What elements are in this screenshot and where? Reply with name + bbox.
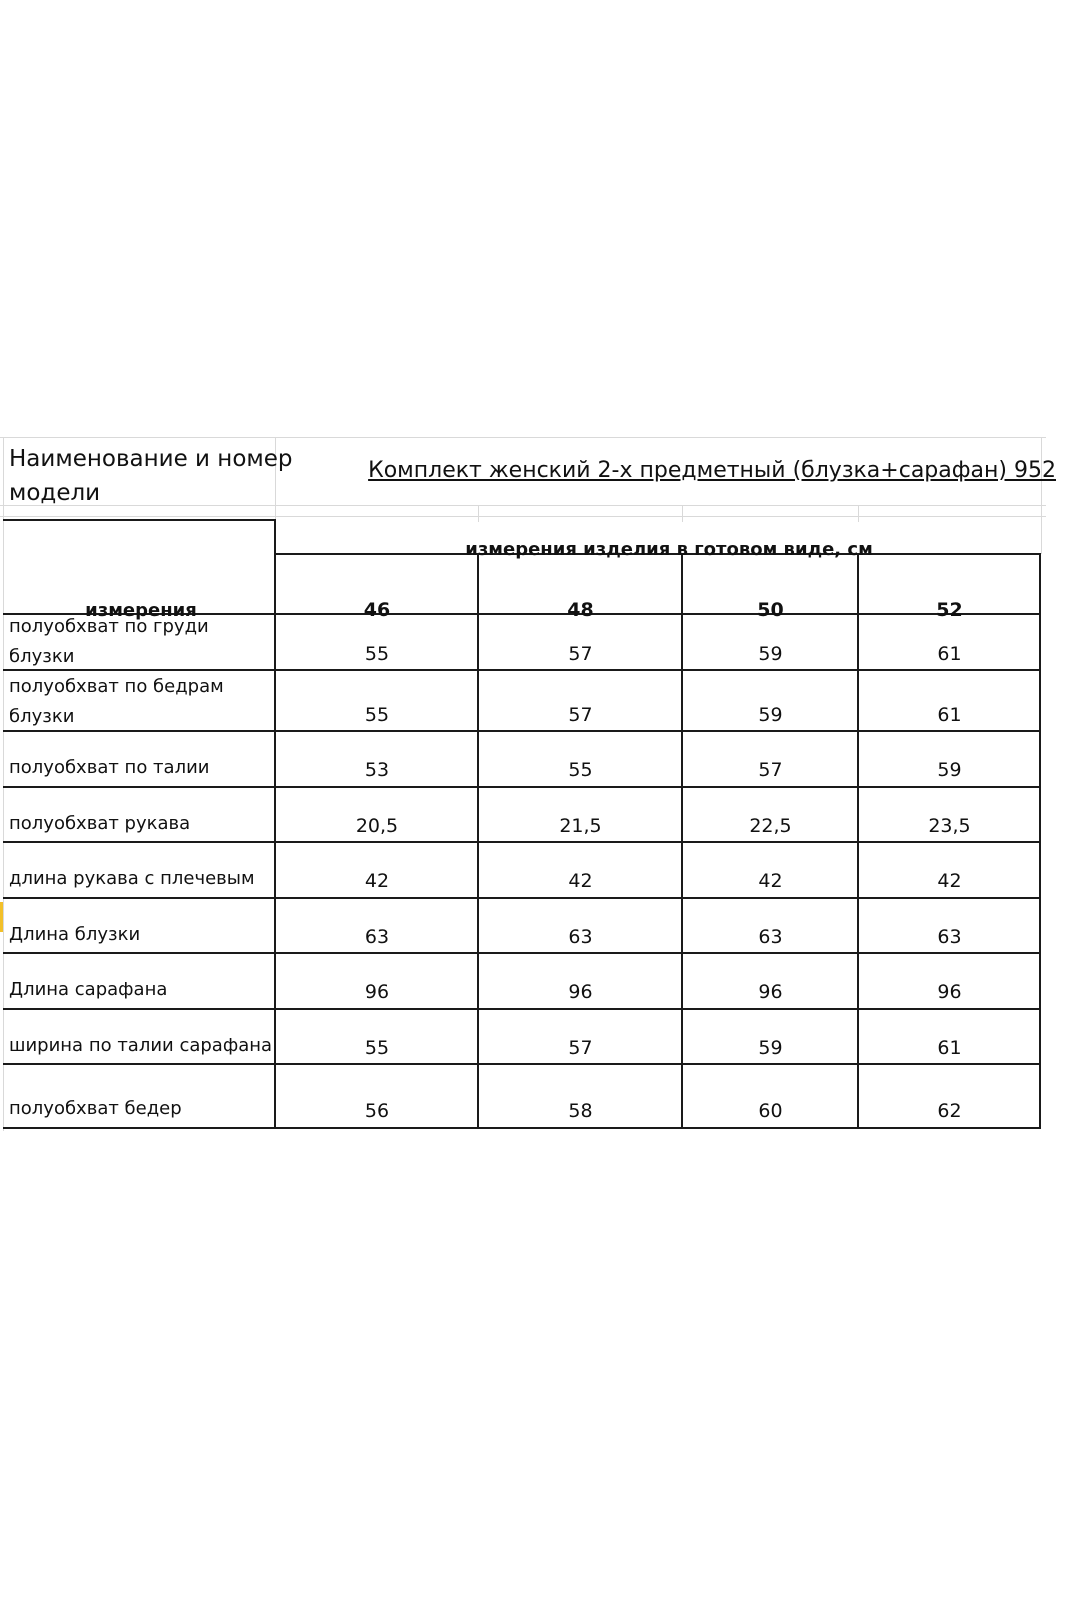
row-label-line2: полуобхват бедер — [9, 1098, 182, 1119]
row-label — [9, 975, 167, 1005]
table-cell: 62 — [937, 1100, 962, 1122]
table-cell: 57 — [568, 643, 593, 665]
table-border — [3, 897, 1041, 899]
row-label — [9, 864, 255, 894]
table-cell: 61 — [937, 1037, 962, 1059]
table-cell: 20,5 — [355, 815, 399, 837]
table-cell: 61 — [937, 704, 962, 726]
table-cell: 55 — [568, 759, 593, 781]
row-label-line2: Длина блузки — [9, 924, 141, 945]
table-border — [3, 519, 276, 521]
size-header-48: 48 — [567, 599, 594, 621]
measure-header: измерения — [85, 600, 197, 621]
table-border — [3, 952, 1041, 954]
row-label — [9, 753, 209, 783]
table-cell: 59 — [758, 1037, 783, 1059]
table-cell: 42 — [568, 870, 593, 892]
row-label — [9, 612, 209, 672]
table-cell: 22,5 — [749, 815, 792, 837]
model-name: Комплект женский 2-х предметный (блузка+сарафан) 952 — [368, 458, 1056, 483]
grid-line — [478, 505, 479, 522]
row-label — [9, 920, 140, 950]
table-cell: 23,5 — [928, 815, 971, 837]
row-label — [9, 1031, 272, 1061]
row-label-line1: полуобхват по груди — [9, 616, 209, 637]
row-label — [9, 809, 190, 839]
grid-line — [682, 505, 683, 522]
model-label-line1: Наименование и номер — [9, 446, 293, 472]
table-cell: 96 — [568, 981, 593, 1003]
grid-line — [3, 437, 4, 1131]
row-label — [9, 672, 224, 732]
grid-line — [858, 505, 859, 522]
table-cell: 59 — [758, 643, 783, 665]
table-border — [3, 1063, 1041, 1065]
table-cell: 63 — [758, 926, 783, 948]
table-border — [3, 786, 1041, 788]
table-cell: 55 — [364, 1037, 390, 1059]
row-label-line2: Длина сарафана — [9, 979, 168, 1000]
table-cell: 57 — [568, 704, 593, 726]
row-label-line2: блузки — [9, 646, 75, 667]
row-label-line2: блузки — [9, 706, 75, 727]
row-label-line2: полуобхват рукава — [9, 813, 191, 834]
table-border — [3, 1008, 1041, 1010]
model-label — [9, 442, 293, 510]
group-header: измерения изделия в готовом виде, см — [465, 539, 873, 560]
table-cell: 42 — [364, 870, 390, 892]
table-cell: 57 — [758, 759, 783, 781]
table-cell: 96 — [364, 981, 390, 1003]
size-header-46: 46 — [363, 599, 391, 621]
table-cell: 58 — [568, 1100, 593, 1122]
table-cell: 59 — [758, 704, 783, 726]
table-cell: 96 — [937, 981, 962, 1003]
table-cell: 57 — [568, 1037, 593, 1059]
table-cell: 55 — [364, 704, 390, 726]
table-border — [3, 841, 1041, 843]
table-cell: 61 — [937, 643, 962, 665]
row-label-line2: полуобхват по талии — [9, 757, 210, 778]
table-border — [3, 1127, 1041, 1129]
row-selection-marker — [0, 902, 3, 932]
row-label-line2: длина рукава с плечевым — [9, 868, 255, 889]
table-cell: 59 — [937, 759, 962, 781]
model-label-line2: модели — [9, 480, 101, 506]
size-header-50: 50 — [757, 599, 784, 621]
table-cell: 63 — [364, 926, 390, 948]
grid-line — [0, 516, 1046, 517]
table-cell: 60 — [758, 1100, 783, 1122]
table-cell: 55 — [364, 643, 390, 665]
table-cell: 63 — [937, 926, 962, 948]
table-cell: 96 — [758, 981, 783, 1003]
table-cell: 42 — [758, 870, 783, 892]
row-label-line2: ширина по талии сарафана — [9, 1035, 273, 1056]
size-header-52: 52 — [936, 599, 963, 621]
row-label-line1: полуобхват по бедрам — [9, 676, 224, 697]
table-cell: 63 — [568, 926, 593, 948]
table-cell: 53 — [364, 759, 390, 781]
grid-line — [0, 437, 1046, 438]
row-label — [9, 1094, 182, 1124]
table-cell: 56 — [364, 1100, 390, 1122]
table-cell: 21,5 — [559, 815, 602, 837]
grid-line — [1041, 437, 1042, 554]
table-cell: 42 — [937, 870, 962, 892]
